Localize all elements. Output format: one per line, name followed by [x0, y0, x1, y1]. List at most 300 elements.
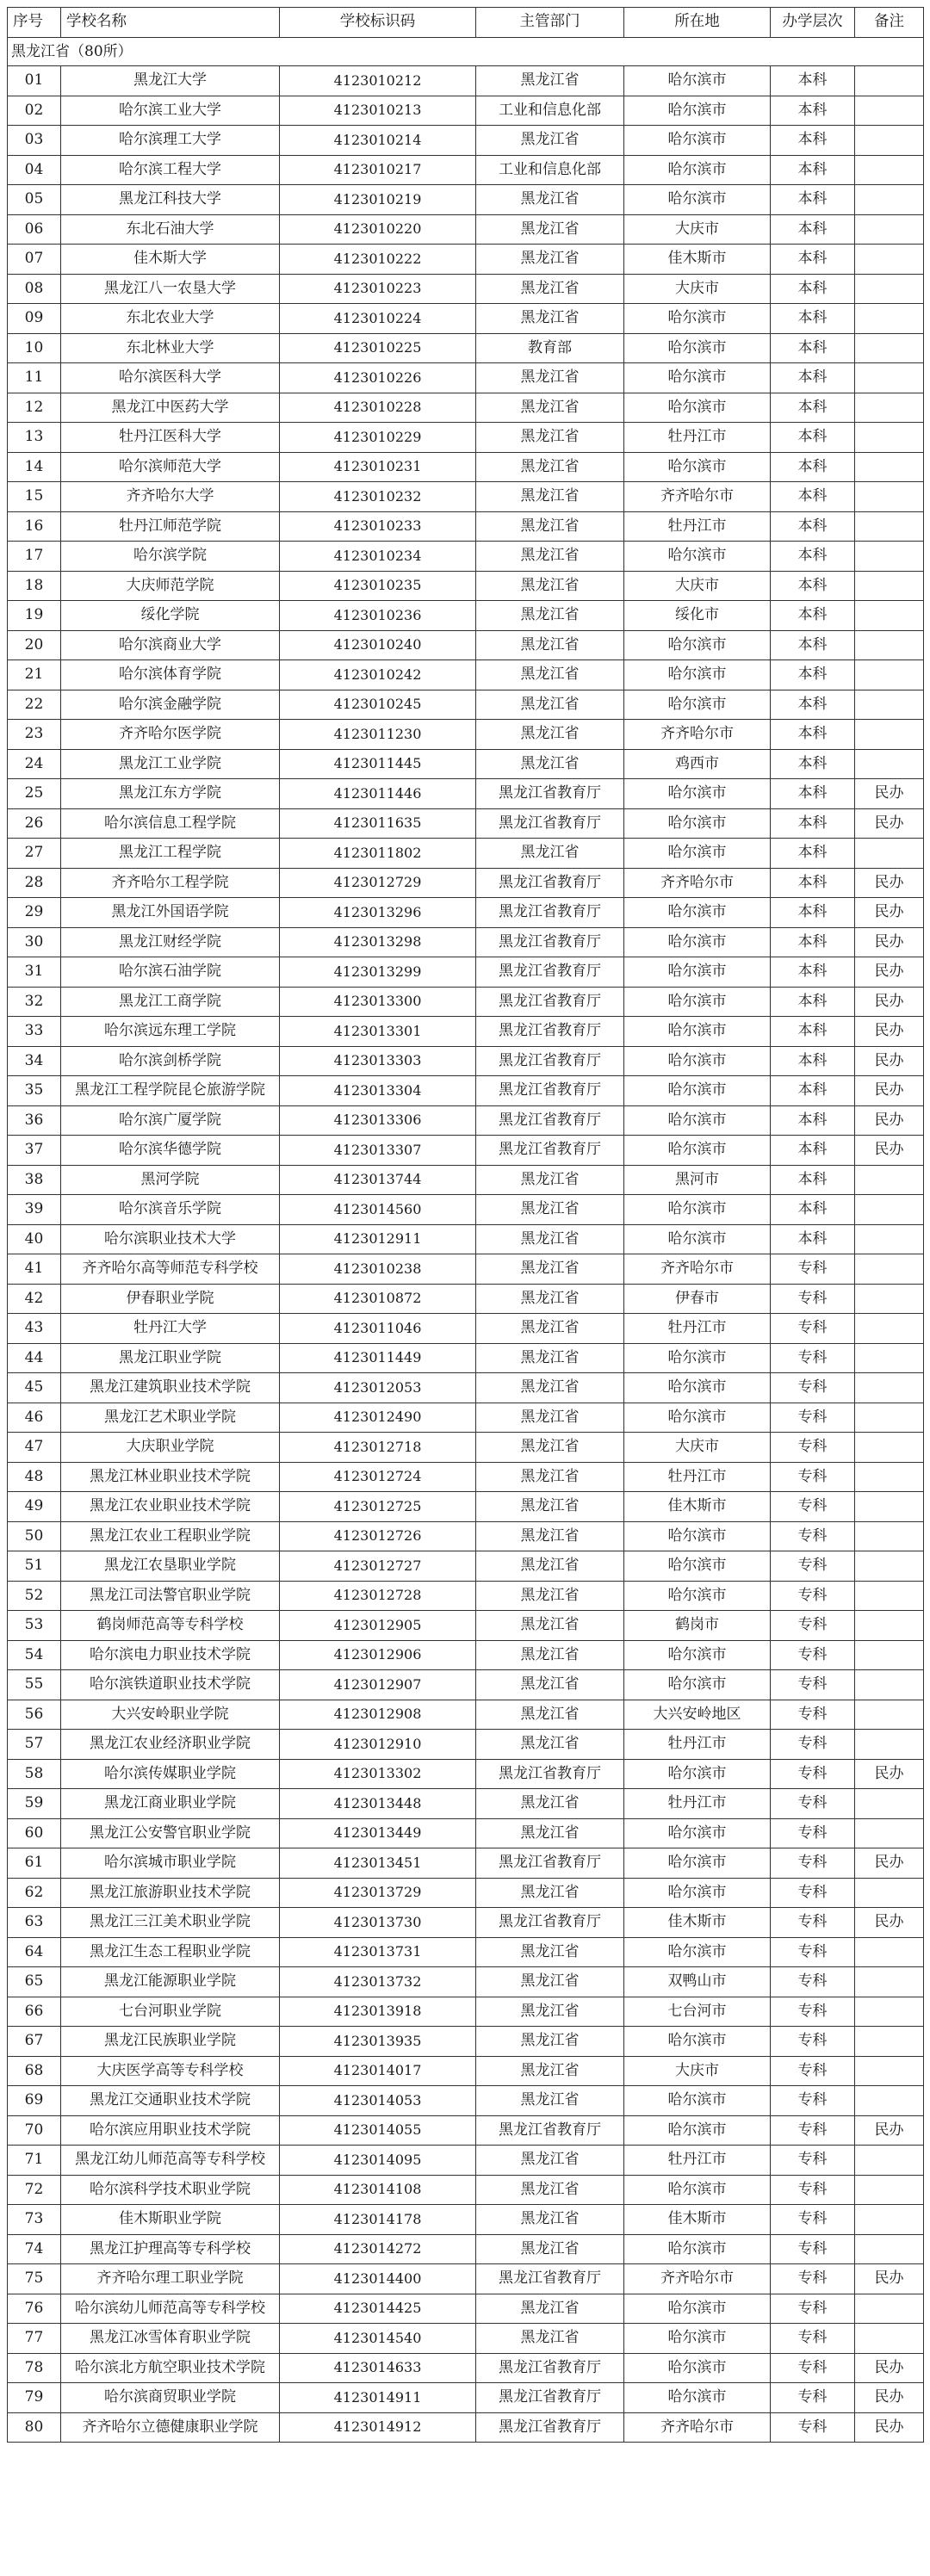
cell-code: 4123013302 [280, 1759, 476, 1789]
table-row [8, 1046, 924, 1076]
cell-dept: 黑龙江省 [476, 1997, 624, 2027]
cell-name: 齐齐哈尔大学 [61, 482, 280, 512]
cell-level: 本科 [771, 1195, 855, 1225]
cell-seq: 42 [8, 1284, 61, 1314]
cell-location: 大庆市 [624, 1433, 771, 1463]
cell-seq: 28 [8, 868, 61, 898]
cell-location: 哈尔滨市 [624, 185, 771, 215]
cell-code: 4123012906 [280, 1640, 476, 1670]
header-name: 学校名称 [61, 8, 280, 38]
cell-dept: 黑龙江省 [476, 214, 624, 245]
cell-note [855, 1462, 924, 1492]
cell-dept: 黑龙江省 [476, 274, 624, 304]
cell-location: 哈尔滨市 [624, 1878, 771, 1908]
header-note: 备注 [855, 8, 924, 38]
cell-level: 本科 [771, 333, 855, 363]
cell-code: 4123010872 [280, 1284, 476, 1314]
cell-code: 4123010224 [280, 304, 476, 334]
cell-name: 哈尔滨铁道职业技术学院 [61, 1670, 280, 1700]
cell-seq: 61 [8, 1848, 61, 1879]
cell-level: 专科 [771, 2383, 855, 2413]
cell-location: 哈尔滨市 [624, 2086, 771, 2116]
cell-seq: 11 [8, 363, 61, 393]
cell-seq: 48 [8, 1462, 61, 1492]
cell-location: 佳木斯市 [624, 2205, 771, 2235]
cell-location: 哈尔滨市 [624, 304, 771, 334]
cell-name: 黑龙江工程学院昆仑旅游学院 [61, 1076, 280, 1106]
table-row [8, 2175, 924, 2205]
cell-location: 大庆市 [624, 214, 771, 245]
cell-seq: 27 [8, 839, 61, 869]
cell-dept: 黑龙江省 [476, 1492, 624, 1522]
cell-level: 专科 [771, 1759, 855, 1789]
cell-note [855, 2294, 924, 2324]
cell-code: 4123013730 [280, 1908, 476, 1938]
cell-dept: 黑龙江省教育厅 [476, 1105, 624, 1136]
cell-dept: 黑龙江省 [476, 511, 624, 542]
cell-location: 黑河市 [624, 1165, 771, 1195]
cell-level: 专科 [771, 1818, 855, 1848]
cell-code: 4123014272 [280, 2234, 476, 2264]
cell-code: 4123012490 [280, 1403, 476, 1433]
table-row [8, 1017, 924, 1047]
cell-dept: 黑龙江省 [476, 1254, 624, 1285]
table-row [8, 1848, 924, 1879]
cell-location: 哈尔滨市 [624, 1105, 771, 1136]
cell-seq: 67 [8, 2027, 61, 2057]
cell-name: 东北农业大学 [61, 304, 280, 334]
cell-dept: 黑龙江省 [476, 245, 624, 275]
cell-level: 专科 [771, 2353, 855, 2383]
header-seq: 序号 [8, 8, 61, 38]
cell-location: 哈尔滨市 [624, 690, 771, 720]
cell-location: 牡丹江市 [624, 1789, 771, 1819]
cell-code: 4123013729 [280, 1878, 476, 1908]
cell-level: 本科 [771, 749, 855, 779]
cell-seq: 18 [8, 571, 61, 601]
cell-seq: 31 [8, 957, 61, 988]
cell-seq: 55 [8, 1670, 61, 1700]
cell-code: 4123014911 [280, 2383, 476, 2413]
cell-location: 哈尔滨市 [624, 1373, 771, 1403]
table-row [8, 1700, 924, 1730]
cell-seq: 39 [8, 1195, 61, 1225]
table-row [8, 482, 924, 512]
cell-level: 本科 [771, 423, 855, 453]
table-row [8, 185, 924, 215]
cell-dept: 黑龙江省 [476, 1730, 624, 1760]
cell-code: 4123013935 [280, 2027, 476, 2057]
cell-dept: 黑龙江省 [476, 1581, 624, 1611]
cell-dept: 黑龙江省 [476, 66, 624, 96]
cell-note [855, 1700, 924, 1730]
cell-location: 牡丹江市 [624, 511, 771, 542]
cell-seq: 32 [8, 987, 61, 1017]
cell-note: 民办 [855, 957, 924, 988]
school-list-document [7, 7, 923, 2443]
cell-code: 4123014400 [280, 2264, 476, 2294]
table-row [8, 511, 924, 542]
cell-note [855, 1581, 924, 1611]
cell-dept: 黑龙江省教育厅 [476, 1908, 624, 1938]
cell-note: 民办 [855, 1908, 924, 1938]
cell-note: 民办 [855, 2383, 924, 2413]
cell-level: 本科 [771, 482, 855, 512]
cell-location: 哈尔滨市 [624, 1046, 771, 1076]
cell-location: 哈尔滨市 [624, 1818, 771, 1848]
cell-location: 齐齐哈尔市 [624, 1254, 771, 1285]
table-row [8, 2264, 924, 2294]
cell-level: 专科 [771, 2027, 855, 2057]
cell-dept: 黑龙江省 [476, 1521, 624, 1551]
cell-note: 民办 [855, 1046, 924, 1076]
cell-note [855, 1314, 924, 1344]
cell-dept: 黑龙江省 [476, 2175, 624, 2205]
cell-code: 4123010234 [280, 542, 476, 572]
cell-level: 本科 [771, 155, 855, 185]
cell-code: 4123012908 [280, 1700, 476, 1730]
cell-note [855, 630, 924, 660]
cell-dept: 黑龙江省 [476, 2205, 624, 2235]
cell-note [855, 1403, 924, 1433]
cell-note: 民办 [855, 2264, 924, 2294]
table-row [8, 1314, 924, 1344]
cell-note [855, 1640, 924, 1670]
cell-seq: 01 [8, 66, 61, 96]
cell-dept: 黑龙江省 [476, 660, 624, 690]
cell-seq: 62 [8, 1878, 61, 1908]
table-row [8, 1611, 924, 1641]
cell-seq: 03 [8, 126, 61, 156]
cell-name: 哈尔滨石油学院 [61, 957, 280, 988]
cell-dept: 黑龙江省 [476, 1314, 624, 1344]
cell-note [855, 1937, 924, 1967]
cell-level: 本科 [771, 660, 855, 690]
cell-location: 哈尔滨市 [624, 155, 771, 185]
cell-code: 4123014425 [280, 2294, 476, 2324]
cell-seq: 05 [8, 185, 61, 215]
cell-code: 4123012727 [280, 1551, 476, 1582]
cell-seq: 36 [8, 1105, 61, 1136]
cell-code: 4123010228 [280, 393, 476, 423]
cell-name: 黑龙江旅游职业技术学院 [61, 1878, 280, 1908]
cell-name: 牡丹江医科大学 [61, 423, 280, 453]
cell-code: 4123010217 [280, 155, 476, 185]
cell-name: 哈尔滨华德学院 [61, 1136, 280, 1166]
cell-note [855, 660, 924, 690]
cell-note [855, 2234, 924, 2264]
table-row [8, 1818, 924, 1848]
cell-note [855, 749, 924, 779]
cell-seq: 23 [8, 720, 61, 750]
cell-name: 东北林业大学 [61, 333, 280, 363]
cell-level: 本科 [771, 690, 855, 720]
table-row [8, 720, 924, 750]
table-row [8, 1967, 924, 1997]
cell-location: 哈尔滨市 [624, 1759, 771, 1789]
cell-note [855, 1967, 924, 1997]
cell-name: 黑龙江大学 [61, 66, 280, 96]
cell-dept: 黑龙江省教育厅 [476, 1759, 624, 1789]
table-row [8, 601, 924, 631]
cell-code: 4123011445 [280, 749, 476, 779]
table-row [8, 2205, 924, 2235]
cell-level: 本科 [771, 720, 855, 750]
cell-note: 民办 [855, 1105, 924, 1136]
cell-level: 本科 [771, 126, 855, 156]
cell-level: 本科 [771, 1076, 855, 1106]
cell-dept: 黑龙江省 [476, 1224, 624, 1254]
cell-location: 哈尔滨市 [624, 1195, 771, 1225]
cell-name: 哈尔滨应用职业技术学院 [61, 2115, 280, 2146]
cell-level: 专科 [771, 1789, 855, 1819]
cell-level: 专科 [771, 1551, 855, 1582]
cell-code: 4123011446 [280, 779, 476, 809]
cell-note: 民办 [855, 1076, 924, 1106]
cell-note [855, 452, 924, 482]
cell-seq: 17 [8, 542, 61, 572]
cell-code: 4123012905 [280, 1611, 476, 1641]
table-row [8, 393, 924, 423]
cell-code: 4123010238 [280, 1254, 476, 1285]
cell-code: 4123012911 [280, 1224, 476, 1254]
cell-name: 哈尔滨金融学院 [61, 690, 280, 720]
table-row [8, 808, 924, 839]
cell-level: 专科 [771, 1492, 855, 1522]
cell-seq: 72 [8, 2175, 61, 2205]
cell-seq: 79 [8, 2383, 61, 2413]
cell-note [855, 155, 924, 185]
cell-location: 哈尔滨市 [624, 126, 771, 156]
cell-location: 哈尔滨市 [624, 1343, 771, 1373]
cell-level: 本科 [771, 630, 855, 660]
cell-note [855, 482, 924, 512]
cell-seq: 64 [8, 1937, 61, 1967]
cell-dept: 黑龙江省教育厅 [476, 808, 624, 839]
cell-note [855, 1254, 924, 1285]
cell-seq: 58 [8, 1759, 61, 1789]
cell-note [855, 1611, 924, 1641]
cell-location: 齐齐哈尔市 [624, 482, 771, 512]
cell-dept: 黑龙江省 [476, 571, 624, 601]
cell-note [855, 333, 924, 363]
cell-dept: 黑龙江省教育厅 [476, 2264, 624, 2294]
cell-code: 4123010219 [280, 185, 476, 215]
cell-location: 牡丹江市 [624, 2146, 771, 2176]
cell-note [855, 1551, 924, 1582]
cell-dept: 黑龙江省 [476, 1670, 624, 1700]
cell-location: 哈尔滨市 [624, 1136, 771, 1166]
cell-dept: 黑龙江省 [476, 1165, 624, 1195]
cell-note: 民办 [855, 2115, 924, 2146]
cell-code: 4123010229 [280, 423, 476, 453]
cell-dept: 黑龙江省 [476, 1937, 624, 1967]
cell-location: 哈尔滨市 [624, 2353, 771, 2383]
table-row [8, 304, 924, 334]
cell-location: 哈尔滨市 [624, 2027, 771, 2057]
header-dept: 主管部门 [476, 8, 624, 38]
cell-name: 哈尔滨信息工程学院 [61, 808, 280, 839]
cell-seq: 16 [8, 511, 61, 542]
cell-location: 大庆市 [624, 274, 771, 304]
cell-level: 本科 [771, 363, 855, 393]
cell-location: 哈尔滨市 [624, 96, 771, 126]
table-row [8, 542, 924, 572]
table-row [8, 1284, 924, 1314]
cell-level: 本科 [771, 542, 855, 572]
cell-code: 4123013303 [280, 1046, 476, 1076]
table-row [8, 1462, 924, 1492]
cell-dept: 黑龙江省教育厅 [476, 2353, 624, 2383]
cell-dept: 黑龙江省 [476, 1967, 624, 1997]
cell-name: 哈尔滨剑桥学院 [61, 1046, 280, 1076]
cell-name: 黑龙江财经学院 [61, 927, 280, 957]
cell-location: 哈尔滨市 [624, 630, 771, 660]
cell-code: 4123012910 [280, 1730, 476, 1760]
cell-level: 本科 [771, 839, 855, 869]
cell-code: 4123010213 [280, 96, 476, 126]
cell-seq: 41 [8, 1254, 61, 1285]
cell-code: 4123010231 [280, 452, 476, 482]
cell-level: 专科 [771, 1521, 855, 1551]
cell-code: 4123013451 [280, 1848, 476, 1879]
cell-location: 齐齐哈尔市 [624, 720, 771, 750]
cell-note [855, 245, 924, 275]
cell-name: 黑龙江幼儿师范高等专科学校 [61, 2146, 280, 2176]
cell-location: 哈尔滨市 [624, 1224, 771, 1254]
cell-name: 佳木斯职业学院 [61, 2205, 280, 2235]
table-row [8, 245, 924, 275]
table-row [8, 1254, 924, 1285]
cell-name: 黑龙江交通职业技术学院 [61, 2086, 280, 2116]
cell-level: 本科 [771, 571, 855, 601]
table-row [8, 749, 924, 779]
cell-note [855, 1343, 924, 1373]
table-row [8, 1165, 924, 1195]
cell-level: 专科 [771, 2056, 855, 2086]
cell-seq: 75 [8, 2264, 61, 2294]
cell-code: 4123012053 [280, 1373, 476, 1403]
cell-level: 专科 [771, 1403, 855, 1433]
cell-seq: 54 [8, 1640, 61, 1670]
cell-level: 专科 [771, 1284, 855, 1314]
cell-level: 专科 [771, 1848, 855, 1879]
table-row [8, 630, 924, 660]
cell-note: 民办 [855, 898, 924, 928]
cell-location: 哈尔滨市 [624, 779, 771, 809]
cell-name: 黑龙江农垦职业学院 [61, 1551, 280, 1582]
cell-level: 本科 [771, 66, 855, 96]
cell-location: 哈尔滨市 [624, 2175, 771, 2205]
table-row [8, 155, 924, 185]
table-row [8, 126, 924, 156]
cell-level: 专科 [771, 1700, 855, 1730]
cell-seq: 78 [8, 2353, 61, 2383]
cell-location: 哈尔滨市 [624, 1403, 771, 1433]
cell-name: 哈尔滨工程大学 [61, 155, 280, 185]
table-row [8, 1551, 924, 1582]
table-row [8, 898, 924, 928]
table-row [8, 927, 924, 957]
cell-seq: 65 [8, 1967, 61, 1997]
table-row [8, 2146, 924, 2176]
cell-dept: 黑龙江省 [476, 2027, 624, 2057]
cell-seq: 24 [8, 749, 61, 779]
cell-dept: 黑龙江省教育厅 [476, 1136, 624, 1166]
cell-level: 专科 [771, 1462, 855, 1492]
cell-seq: 10 [8, 333, 61, 363]
table-row [8, 779, 924, 809]
cell-name: 大庆医学高等专科学校 [61, 2056, 280, 2086]
cell-location: 哈尔滨市 [624, 957, 771, 988]
cell-level: 本科 [771, 957, 855, 988]
cell-dept: 黑龙江省教育厅 [476, 987, 624, 1017]
cell-seq: 68 [8, 2056, 61, 2086]
cell-note: 民办 [855, 2353, 924, 2383]
cell-note [855, 690, 924, 720]
cell-dept: 黑龙江省 [476, 2086, 624, 2116]
cell-name: 黑龙江司法警官职业学院 [61, 1581, 280, 1611]
cell-dept: 黑龙江省教育厅 [476, 2383, 624, 2413]
cell-dept: 黑龙江省 [476, 749, 624, 779]
cell-location: 哈尔滨市 [624, 2294, 771, 2324]
cell-name: 齐齐哈尔理工职业学院 [61, 2264, 280, 2294]
cell-seq: 51 [8, 1551, 61, 1582]
cell-note [855, 1789, 924, 1819]
cell-dept: 黑龙江省 [476, 1551, 624, 1582]
cell-note [855, 1521, 924, 1551]
cell-seq: 57 [8, 1730, 61, 1760]
cell-level: 本科 [771, 898, 855, 928]
cell-name: 黑龙江工商学院 [61, 987, 280, 1017]
cell-note: 民办 [855, 987, 924, 1017]
cell-seq: 76 [8, 2294, 61, 2324]
cell-dept: 黑龙江省 [476, 1611, 624, 1641]
cell-level: 本科 [771, 393, 855, 423]
cell-dept: 黑龙江省 [476, 2324, 624, 2354]
cell-dept: 黑龙江省 [476, 839, 624, 869]
cell-note: 民办 [855, 2412, 924, 2443]
cell-code: 4123011449 [280, 1343, 476, 1373]
table-row [8, 957, 924, 988]
table-row [8, 839, 924, 869]
cell-code: 4123012718 [280, 1433, 476, 1463]
cell-note [855, 2086, 924, 2116]
cell-name: 哈尔滨商业大学 [61, 630, 280, 660]
cell-level: 专科 [771, 1937, 855, 1967]
cell-code: 4123014055 [280, 2115, 476, 2146]
cell-level: 本科 [771, 511, 855, 542]
cell-level: 专科 [771, 1611, 855, 1641]
cell-dept: 工业和信息化部 [476, 155, 624, 185]
cell-seq: 37 [8, 1136, 61, 1166]
cell-location: 绥化市 [624, 601, 771, 631]
cell-note [855, 1224, 924, 1254]
cell-code: 4123012729 [280, 868, 476, 898]
cell-level: 专科 [771, 1730, 855, 1760]
cell-seq: 59 [8, 1789, 61, 1819]
cell-seq: 69 [8, 2086, 61, 2116]
cell-name: 鹤岗师范高等专科学校 [61, 1611, 280, 1641]
table-row [8, 66, 924, 96]
cell-location: 哈尔滨市 [624, 839, 771, 869]
table-row [8, 1997, 924, 2027]
cell-level: 专科 [771, 1997, 855, 2027]
cell-seq: 53 [8, 1611, 61, 1641]
cell-seq: 12 [8, 393, 61, 423]
cell-name: 黑龙江农业经济职业学院 [61, 1730, 280, 1760]
cell-note [855, 511, 924, 542]
